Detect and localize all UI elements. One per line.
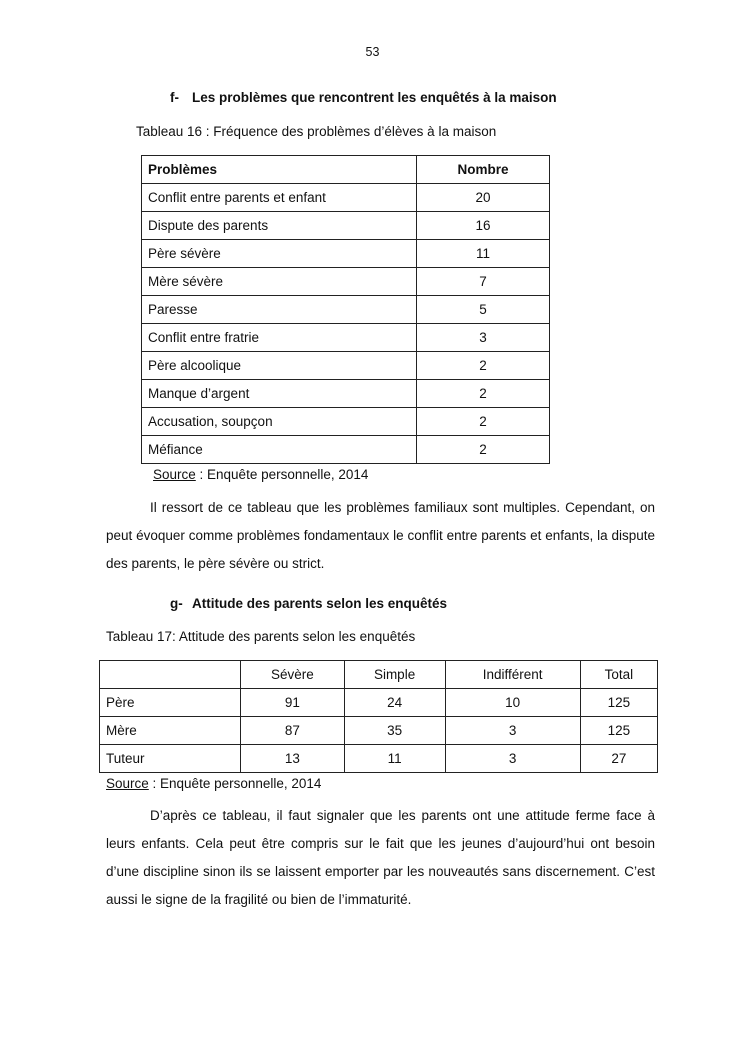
table-row <box>142 380 550 408</box>
table-cell: Mère sévère <box>142 268 417 296</box>
table-header-row <box>142 156 550 184</box>
table-cell: 125 <box>580 689 657 717</box>
table-cell: 10 <box>445 689 580 717</box>
table-row <box>142 296 550 324</box>
table-cell: Manque d’argent <box>142 380 417 408</box>
table-16-caption: Tableau 16 : Fréquence des problèmes d’élèves à la maison <box>136 124 497 139</box>
table-cell: 2 <box>417 380 550 408</box>
table-cell: 2 <box>417 408 550 436</box>
table-cell: 3 <box>445 745 580 773</box>
column-header-simple: Simple <box>344 661 445 689</box>
table-cell: 2 <box>417 352 550 380</box>
table-cell: Méfiance <box>142 436 417 464</box>
column-header-indifferent: Indifférent <box>445 661 580 689</box>
section-g-paragraph <box>106 802 655 914</box>
table-cell: 3 <box>417 324 550 352</box>
row-header: Tuteur <box>100 745 241 773</box>
table-row <box>142 408 550 436</box>
table-cell: 125 <box>580 717 657 745</box>
table-row <box>142 436 550 464</box>
column-header-nombre: Nombre <box>417 156 550 184</box>
column-header-severe: Sévère <box>241 661 345 689</box>
column-header-empty <box>100 661 241 689</box>
table-cell: 7 <box>417 268 550 296</box>
section-f-heading <box>170 90 557 105</box>
section-g-marker: g- <box>170 596 183 611</box>
table-cell: 16 <box>417 212 550 240</box>
table-row <box>100 745 658 773</box>
table-cell: 11 <box>417 240 550 268</box>
table-row <box>142 184 550 212</box>
table-cell: Dispute des parents <box>142 212 417 240</box>
table-cell: 13 <box>241 745 345 773</box>
table-cell: Conflit entre parents et enfant <box>142 184 417 212</box>
table-17 <box>99 660 658 773</box>
table-cell: 87 <box>241 717 345 745</box>
table-row <box>100 689 658 717</box>
table-cell: 11 <box>344 745 445 773</box>
table-17-source <box>106 776 321 791</box>
table-row <box>142 240 550 268</box>
table-cell: Père alcoolique <box>142 352 417 380</box>
table-cell: 27 <box>580 745 657 773</box>
column-header-total: Total <box>580 661 657 689</box>
paragraph-text: D’après ce tableau, il faut signaler que les parents ont une attitude ferme face à leurs enfants. Cela peut être compris sur le fait que les jeunes d’aujourd’hui ont besoin d’une discipline sinon ils se laissent emporter par les nouveautés sans discernement. C’est aussi le signe de la fragilité ou bien de l’immaturité. <box>106 808 655 907</box>
column-header-problemes: Problèmes <box>142 156 417 184</box>
paragraph-text: Il ressort de ce tableau que les problèmes familiaux sont multiples. Cependant, on peut évoquer comme problèmes fondamentaux le conflit entre parents et enfants, la dispute des parents, le père sévère ou strict. <box>106 500 655 571</box>
row-header: Mère <box>100 717 241 745</box>
source-text: : Enquête personnelle, 2014 <box>148 776 322 791</box>
row-header: Père <box>100 689 241 717</box>
table-cell: 91 <box>241 689 345 717</box>
table-row <box>142 324 550 352</box>
section-f-marker: f- <box>170 90 179 105</box>
page-number: 53 <box>365 45 380 59</box>
table-cell: Paresse <box>142 296 417 324</box>
table-cell: 24 <box>344 689 445 717</box>
table-cell: Père sévère <box>142 240 417 268</box>
section-f-title: Les problèmes que rencontrent les enquêtés à la maison <box>192 90 557 105</box>
source-label: Source <box>153 467 196 482</box>
table-17-caption: Tableau 17: Attitude des parents selon les enquêtés <box>106 629 416 644</box>
table-header-row <box>100 661 658 689</box>
table-cell: 2 <box>417 436 550 464</box>
table-cell: Accusation, soupçon <box>142 408 417 436</box>
source-text: : Enquête personnelle, 2014 <box>195 467 369 482</box>
table-cell: 35 <box>344 717 445 745</box>
table-cell: 5 <box>417 296 550 324</box>
section-f-paragraph <box>106 494 655 578</box>
section-g-heading <box>170 596 447 611</box>
table-16-source <box>153 467 368 482</box>
table-row <box>142 212 550 240</box>
table-cell: 20 <box>417 184 550 212</box>
table-cell: Conflit entre fratrie <box>142 324 417 352</box>
table-row <box>142 352 550 380</box>
section-g-title: Attitude des parents selon les enquêtés <box>192 596 448 611</box>
table-row <box>100 717 658 745</box>
source-label: Source <box>106 776 149 791</box>
table-16 <box>141 155 550 464</box>
table-row <box>142 268 550 296</box>
table-cell: 3 <box>445 717 580 745</box>
